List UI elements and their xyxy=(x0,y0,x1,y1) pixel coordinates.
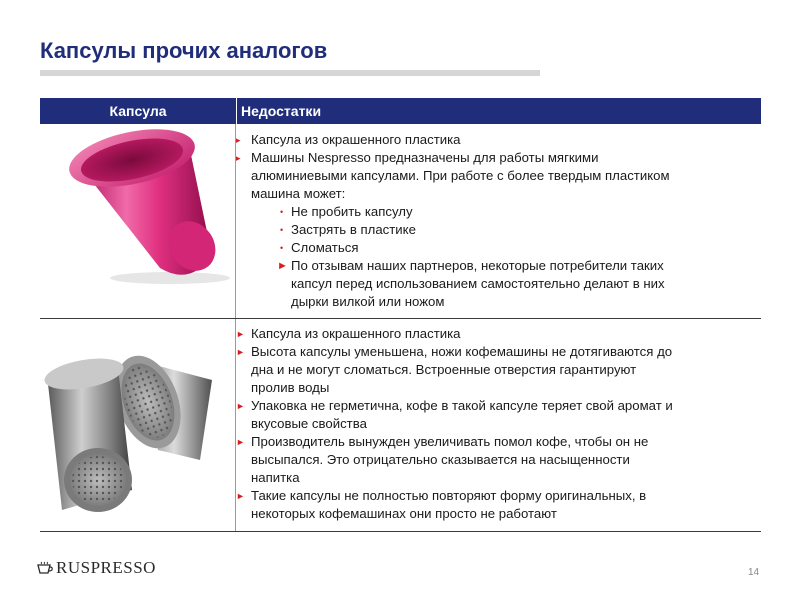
list-item: ► По отзывам наших партнеров, некоторые потребители таких xyxy=(277,258,664,273)
table-header xyxy=(40,98,761,124)
list-item: напитка xyxy=(251,470,300,485)
list-item: ► Такие капсулы не полностью повторяют форму оригинальных, в xyxy=(236,488,647,503)
arrow-bullet-icon: ► xyxy=(236,491,245,501)
pink-capsule-image xyxy=(40,128,234,288)
list-item: пролив воды xyxy=(251,380,330,395)
coffee-cup-icon xyxy=(36,561,54,575)
list-item: машина может: xyxy=(251,186,346,201)
triangle-bullet-icon: ▸ xyxy=(236,153,241,163)
list-item: • Сломаться xyxy=(280,240,359,255)
list-item: высыпался. Это отрицательно сказывается на насыщенности xyxy=(251,452,630,467)
list-item: ► Упаковка не герметична, кофе в такой капсуле теряет свой аромат и xyxy=(236,398,673,413)
list-item: вкусовые свойства xyxy=(251,416,367,431)
header-drawbacks: Недостатки xyxy=(241,103,322,119)
list-item: капсул перед использованием самостоятельно делают в них xyxy=(291,276,665,291)
arrow-bullet-icon: ► xyxy=(277,260,288,272)
pink-capsule-icon xyxy=(40,128,234,288)
dot-bullet-icon: • xyxy=(280,225,284,235)
list-item: ▸ Машины Nespresso предназначены для работы мягкими xyxy=(236,150,599,165)
row1-drawbacks-list xyxy=(233,131,670,311)
metal-capsules-image xyxy=(40,340,234,524)
page-title: Капсулы прочих аналогов xyxy=(40,38,328,63)
list-item: ▸ Капсула из окрашенного пластика xyxy=(236,132,461,147)
row2-drawbacks-list xyxy=(233,325,673,523)
page-number: 14 xyxy=(748,567,760,578)
list-item: дырки вилкой или ножом xyxy=(291,294,445,309)
arrow-bullet-icon: ► xyxy=(236,347,245,357)
dot-bullet-icon: • xyxy=(280,243,284,253)
title-underline xyxy=(40,70,540,76)
list-item: • Застрять в пластике xyxy=(280,222,416,237)
row-divider xyxy=(40,318,761,319)
list-item: • Не пробить капсулу xyxy=(280,204,413,219)
logo-text: RUSPRESSO xyxy=(56,558,156,577)
list-item: алюминиевыми капсулами. При работе с более твердым пластиком xyxy=(251,168,670,183)
list-item: ► Производитель вынужден увеличивать помол кофе, чтобы он не xyxy=(236,434,649,449)
list-item: ► Капсула из окрашенного пластика xyxy=(236,326,461,341)
arrow-bullet-icon: ► xyxy=(236,329,245,339)
header-capsule: Капсула xyxy=(109,103,167,119)
triangle-bullet-icon: ▸ xyxy=(236,135,241,145)
ruspresso-logo xyxy=(36,558,156,578)
list-item: ► Высота капсулы уменьшена, ножи кофемашины не дотягиваются до xyxy=(236,344,673,359)
metal-capsules-icon xyxy=(40,340,234,524)
table-bottom-border xyxy=(40,531,761,532)
dot-bullet-icon: • xyxy=(280,207,284,217)
list-item: некоторых кофемашинах они просто не работают xyxy=(251,506,557,521)
list-item: дна и не могут сломаться. Встроенные отверстия гарантируют xyxy=(251,362,637,377)
arrow-bullet-icon: ► xyxy=(236,437,245,447)
arrow-bullet-icon: ► xyxy=(236,401,245,411)
